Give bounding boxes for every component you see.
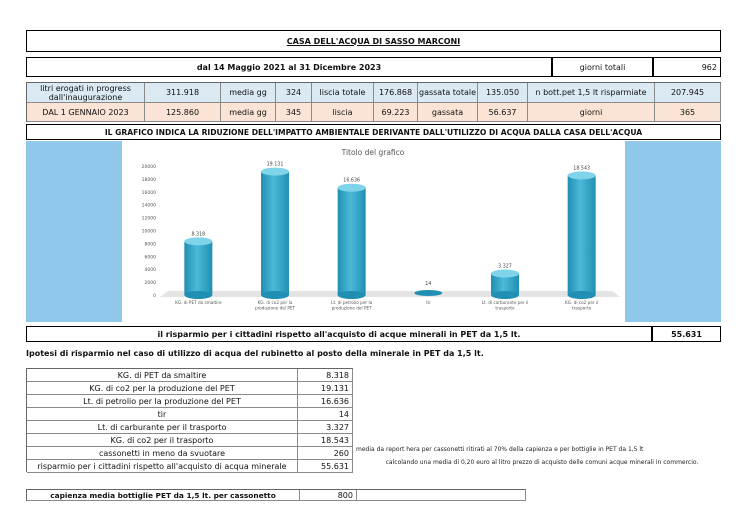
- bar-top: [491, 270, 519, 278]
- detail-row-value: 16.636: [298, 395, 353, 408]
- detail-row-label: risparmio per i cittadini rispetto all'acquisto di acqua minerale: [27, 460, 298, 473]
- y-tick-label: 16000: [141, 190, 156, 196]
- summary-row1-avg: 324: [276, 83, 312, 103]
- bar: [261, 172, 289, 295]
- summary-row1-sparkling: 135.050: [478, 83, 528, 103]
- bar-data-label: 8.318: [191, 232, 206, 238]
- bar-base: [491, 291, 519, 299]
- bar-group: [414, 281, 442, 305]
- summary-row2-days: 365: [655, 103, 721, 122]
- detail-row-value: 260: [298, 447, 353, 460]
- bar-data-label: 3.327: [498, 264, 512, 270]
- period-text: dal 14 Maggio 2021 al 31 Dicembre 2023: [196, 62, 382, 72]
- summary-row2-avg: 345: [276, 103, 312, 122]
- detail-row-value: 3.327: [298, 421, 353, 434]
- bar: [338, 188, 366, 295]
- detail-row-value: 55.631: [298, 460, 353, 473]
- summary-row2-still-label: liscia: [312, 103, 374, 122]
- bar-base: [261, 291, 289, 299]
- summary-table: [26, 82, 721, 122]
- chart-area: [26, 141, 721, 322]
- bar-base: [338, 291, 366, 299]
- bar-data-label: 18.543: [573, 166, 591, 172]
- detail-row-value: 8.318: [298, 369, 353, 382]
- savings-label: il risparmio per i cittadini rispetto all'acquisto di acque minerali in PET da 1,5 lt.: [26, 326, 652, 342]
- capacity-label: capienza media bottiglie PET da 1,5 lt. per cassonetto: [27, 490, 300, 501]
- detail-row-value: 18.543: [298, 434, 353, 447]
- bar-chart: [122, 141, 625, 322]
- detail-row-value: 19.131: [298, 382, 353, 395]
- bar-top: [568, 171, 596, 179]
- detail-table: [26, 368, 353, 472]
- category-label: KG. di co2 per il trasporto: [565, 300, 599, 311]
- summary-row1-still: 176.868: [374, 83, 418, 103]
- summary-row1-label: litri erogati in progress dall'inaugurazione: [27, 83, 145, 103]
- summary-row2-liters: 125.860: [145, 103, 221, 122]
- bar: [184, 241, 212, 295]
- savings-value: 55.631: [652, 326, 721, 342]
- total-days-label: giorni totali: [552, 57, 653, 77]
- detail-row-label: Lt. di carburante per il trasporto: [27, 421, 298, 434]
- summary-row1-still-label: liscia totale: [312, 83, 374, 103]
- summary-row1-liters: 311.918: [145, 83, 221, 103]
- category-label: KG. di PET da smaltire: [175, 300, 222, 305]
- summary-row2-label: DAL 1 GENNAIO 2023: [27, 103, 145, 122]
- bar-group: [255, 162, 296, 311]
- bar-group: [565, 165, 598, 310]
- detail-row-label: KG. di PET da smaltire: [27, 369, 298, 382]
- bar-top: [261, 168, 289, 176]
- capacity-value: 800: [300, 490, 357, 501]
- summary-row1-bottles: 207.945: [655, 83, 721, 103]
- y-tick-label: 18000: [141, 177, 156, 183]
- category-label: tir: [426, 300, 431, 305]
- period-cell: [26, 57, 552, 77]
- y-tick-label: 14000: [141, 203, 156, 209]
- bar-group: [482, 264, 529, 311]
- summary-row2-avg-label: media gg: [221, 103, 276, 122]
- detail-row-label: KG. di co2 per il trasporto: [27, 434, 298, 447]
- bar-top: [184, 237, 212, 245]
- bar-data-label: 19.131: [266, 162, 284, 168]
- summary-row2-sparkling: 56.637: [478, 103, 528, 122]
- detail-row-label: cassonetti in meno da svuotare: [27, 447, 298, 460]
- page-title-text: CASA DELL'ACQUA DI SASSO MARCONI: [286, 36, 461, 46]
- chart-plot: [122, 141, 625, 322]
- note-price: calcolando una media di 0,20 euro al litro prezzo di acquisto delle comuni acque minerali in commercio.: [385, 459, 699, 466]
- capacity-table: [26, 489, 526, 501]
- capacity-empty-cell: [357, 490, 526, 501]
- summary-row2-days-label: giorni: [528, 103, 655, 122]
- bar-data-label: 16.636: [343, 178, 361, 184]
- summary-row2-sparkling-label: gassata: [418, 103, 478, 122]
- bar: [568, 175, 596, 295]
- chart-caption: IL GRAFICO INDICA LA RIDUZIONE DELL'IMPATTO AMBIENTALE DERIVANTE DALL'UTILIZZO DI ACQUA DALLA CASA DELL'ACQUA: [26, 124, 721, 140]
- total-days-value: 962: [653, 57, 721, 77]
- page-title: [26, 30, 721, 52]
- y-tick-label: 6000: [144, 255, 156, 261]
- chart-floor: [160, 291, 620, 297]
- category-label: Lt. di petrolio per la produzione del PET: [331, 300, 373, 311]
- bar-top: [338, 184, 366, 192]
- detail-row-label: Lt. di petrolio per la produzione del PET: [27, 395, 298, 408]
- note-bins: media da report hera per cassonetti ritirati al 70% della capienza e per bottiglie in PET da 1,5 lt: [356, 446, 644, 453]
- hypothesis-text: Ipotesi di risparmio nel caso di utilizzo di acqua del rubinetto al posto della minerale in PET da 1,5 lt.: [26, 349, 484, 358]
- summary-row1-bottles-label: n bott.pet 1,5 lt risparmiate: [528, 83, 655, 103]
- detail-row-value: 14: [298, 408, 353, 421]
- bar-base: [184, 291, 212, 299]
- bar-data-label: 14: [425, 282, 432, 287]
- detail-row-label: tir: [27, 408, 298, 421]
- chart-title: Titolo del grafico: [341, 148, 405, 157]
- bar-group: [331, 178, 373, 311]
- summary-row1-avg-label: media gg: [221, 83, 276, 103]
- summary-row2-still: 69.223: [374, 103, 418, 122]
- category-label: Lt. di carburante per il trasporto: [481, 300, 529, 311]
- bar-base: [568, 291, 596, 299]
- bar: [414, 290, 442, 296]
- summary-row1-sparkling-label: gassata totale: [418, 83, 478, 103]
- detail-row-label: KG. di co2 per la produzione del PET: [27, 382, 298, 395]
- y-tick-label: 4000: [144, 268, 156, 274]
- y-tick-label: 2000: [144, 281, 156, 287]
- y-tick-label: 12000: [141, 216, 156, 222]
- y-tick-label: 10000: [141, 229, 156, 235]
- y-tick-label: 8000: [144, 242, 156, 248]
- y-tick-label: 0: [153, 294, 156, 299]
- category-label: KG. di co2 per la produzione del PET: [254, 300, 296, 311]
- y-tick-label: 20000: [141, 165, 156, 170]
